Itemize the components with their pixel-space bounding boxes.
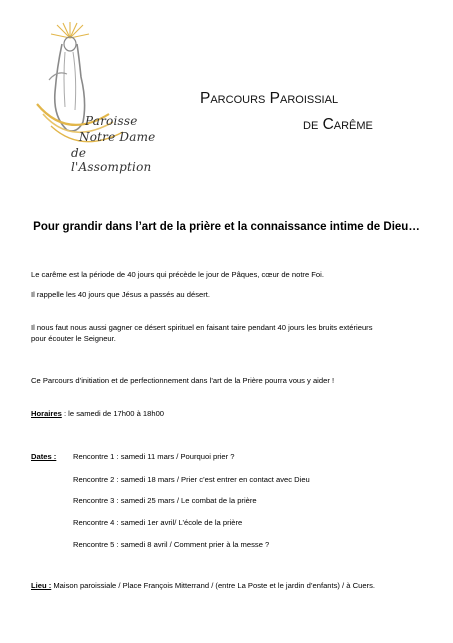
lieu-row — [31, 580, 375, 592]
paragraph-3b: pour écouter le Seigneur. — [31, 334, 116, 343]
horaires-value: le samedi de 17h00 à 18h00 — [68, 409, 165, 418]
paragraph-2: Il rappelle les 40 jours que Jésus a passés au désert. — [31, 290, 210, 299]
dates-label-text: Dates : — [31, 452, 57, 461]
horaires-label: Horaires — [31, 409, 62, 418]
rencontre-5: Rencontre 5 : samedi 8 avril / Comment prier à la messe ? — [73, 540, 270, 549]
title-line-1: Parcours Paroissial — [200, 90, 339, 107]
logo-text-assomption: de l'Assomption — [71, 146, 152, 174]
parish-logo — [27, 22, 167, 187]
rencontre-3: Rencontre 3 : samedi 25 mars / Le combat de la prière — [73, 496, 257, 505]
lieu-label: Lieu : — [31, 581, 52, 590]
rencontre-2: Rencontre 2 : samedi 18 mars / Prier c’est entrer en contact avec Dieu — [73, 475, 310, 484]
paragraph-1: Le carême est la période de 40 jours qui précède le jour de Pâques, cœur de notre Foi. — [31, 270, 324, 279]
rencontre-4: Rencontre 4 : samedi 1er avril/ L’école de la prière — [73, 518, 243, 527]
title-line-2: de Carême — [303, 116, 373, 133]
logo-text-notre-dame: Notre Dame — [79, 130, 156, 144]
horaires-sep: : — [61, 409, 69, 418]
paragraph-3a: Il nous faut nous aussi gagner ce désert spirituel en faisant taire pendant 40 jours les bruits extérieurs — [31, 323, 373, 332]
subtitle: Pour grandir dans l’art de la prière et la connaissance intime de Dieu… — [33, 221, 420, 233]
paragraph-4: Ce Parcours d’initiation et de perfectionnement dans l’art de la Prière pourra vous y aider ! — [31, 376, 335, 385]
logo-text-paroisse: Paroisse — [85, 114, 138, 128]
dates-label — [31, 451, 56, 463]
horaires-row — [31, 408, 164, 420]
rencontre-1: Rencontre 1 : samedi 11 mars / Pourquoi prier ? — [73, 452, 235, 461]
lieu-value: Maison paroissiale / Place François Mitterrand / (entre La Poste et le jardin d’enfants) / à Cuers. — [51, 581, 375, 590]
